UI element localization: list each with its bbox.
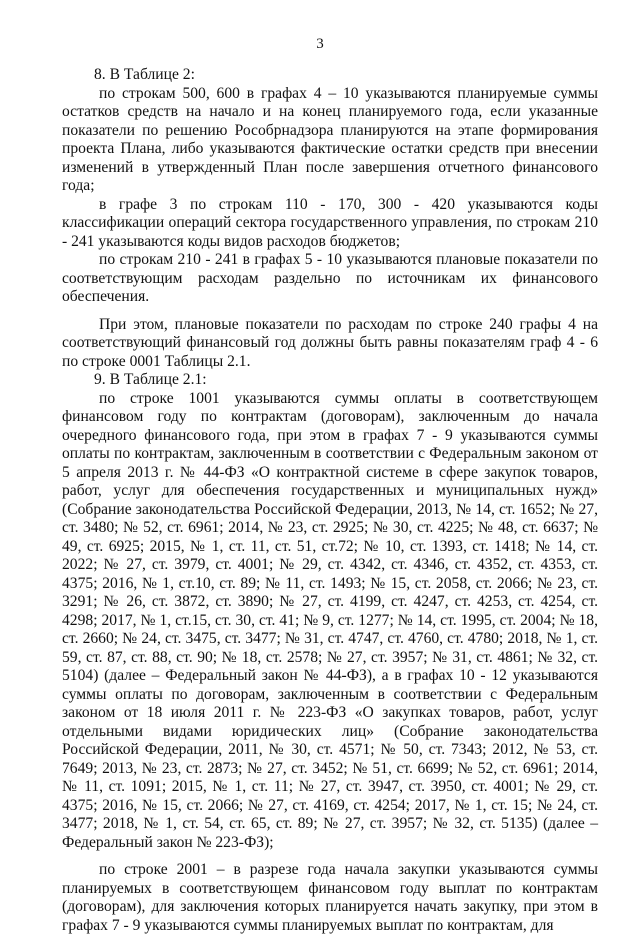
paragraph-rows-500-600: по строкам 500, 600 в графах 4 – 10 указываются планируемые суммы остатков средств на начало и на конец планируемого года, если указанные показатели по решению Рособрнадзора планируются на этапе формирования проекта Плана, либо указываются фактические остатки средств при внесении изменений в утвержденный План после завершения отчетного финансового года; xyxy=(62,84,598,194)
paragraph-rows-210-241: по строкам 210 - 241 в графах 5 - 10 указываются плановые показатели по соответствующим расходам раздельно по источникам их финансового обеспечения. xyxy=(62,251,598,305)
paragraph-row-1001: по строке 1001 указываются суммы оплаты в соответствующем финансовом году по контрактам (договорам), заключенным до начала очередного финансового года, при этом в графах 7 - 9 указываются суммы оплаты по контрактам, заключенным в соответствии с Федеральным законом от 5 апреля 2013 г. № 44-ФЗ «О контрактной системе в сфере закупок товаров, работ, услуг для обеспечения государственных и муниципальных нужд» (Собрание законодательства Российской Федерации, 2013, № 14, ст. 1652; № 27, ст. 3480; № 52, ст. 6961; 2014, № 23, ст. 2925; № 30, ст. 4225; № 48, ст. 6637; № 49, ст. 6925; 2015, № 1, ст. 11, ст. 51, ст.72; № 10, ст. 1393, ст. 1418; № 14, ст. 2022; № 27, ст. 3979, ст. 4001; № 29, ст. 4342, ст. 4346, ст. 4352, ст. 4353, ст. 4375; 2016, № 1, ст.10, ст. 89; № 11, ст. 1493; № 15, ст. 2058, ст. 2066; № 23, ст. 3291; № 26, ст. 3872, ст. 3890; № 27, ст. 4199, ст. 4247, ст. 4253, ст. 4254, ст. 4298; 2017, № 1, ст.15, ст. 30, ст. 41; № 9, ст. 1277; № 14, ст. 1995, ст. 2004; № 18, ст. 2660; № 24, ст. 3475, ст. 3477; № 31, ст. 4747, ст. 4760, ст. 4780; 2018, № 1, ст. 59, ст. 87, ст. 88, ст. 90; № 18, ст. 2578; № 27, ст. 3957; № 31, ст. 4861; № 32, ст. 5104) (далее – Федеральный закон № 44-ФЗ), а в графах 10 - 12 указываются суммы оплаты по договорам, заключенным в соответствии с Федеральным законом от 18 июля 2011 г. № 223-ФЗ «О закупках товаров, работ, услуг отдельными видами юридических лиц» (Собрание законодательства Российской Федерации, 2011, № 30, ст. 4571; № 50, ст. 7343; 2012, № 53, ст. 7649; 2013, № 23, ст. 2873; № 27, ст. 3452; № 51, ст. 6699; № 52, ст. 6961; 2014, № 11, ст. 1091; 2015, № 1, ст. 11; № 27, ст. 3947, ст. 3950, ст. 4001; № 29, ст. 4375; 2016, № 15, ст. 2066; № 27, ст. 4169, ст. 4254; 2017, № 1, ст. 15; № 24, ст. 3477; 2018, № 1, ст. 54, ст. 65, ст. 89; № 27, ст. 3957; № 32, ст. 5135) (далее – Федеральный закон № 223-ФЗ); xyxy=(62,389,598,851)
paragraph-column-3-codes: в графе 3 по строкам 110 - 170, 300 - 420 указываются коды классификации операций сектора государственного управления, по строкам 210 - 241 указываются коды видов расходов бюджетов; xyxy=(62,195,598,250)
page-number: 3 xyxy=(316,36,324,52)
section-9-heading: 9. В Таблице 2.1: xyxy=(94,371,207,388)
paragraph-row-240-note: При этом, плановые показатели по расходам по строке 240 графы 4 на соответствующий финансовый год должны быть равны показателям граф 4 - 6 по строке 0001 Таблицы 2.1. xyxy=(62,315,598,370)
document-body xyxy=(62,66,598,935)
paragraph-row-2001: по строке 2001 – в разрезе года начала закупки указываются суммы планируемых в соответствующем финансовом году выплат по контрактам (договорам), для заключения которых планируется начать закупку, при этом в графах 7 - 9 указываются суммы планируемых выплат по контрактам, для xyxy=(62,861,598,934)
section-8-heading: 8. В Таблице 2: xyxy=(94,66,195,83)
